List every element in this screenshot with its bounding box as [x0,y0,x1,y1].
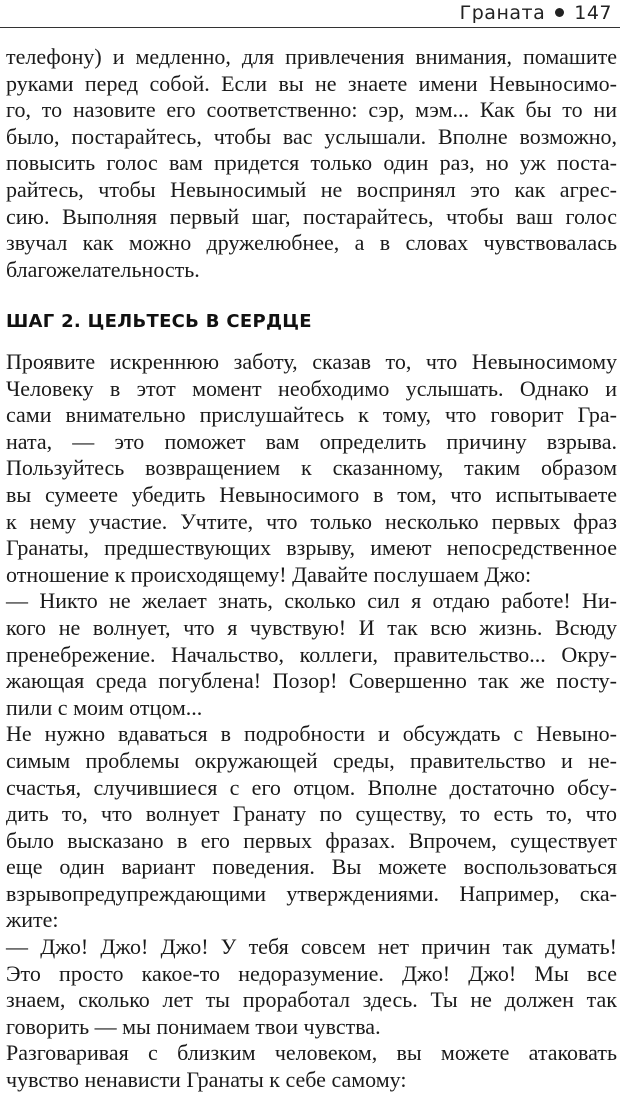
bullet-separator [555,8,564,17]
text-line: ната, — это поможет вам определить причину взрыва. [6,428,617,454]
text-line: телефону) и медленно, для привлечения внимания, помашите [6,44,617,69]
text-line: Человеку в этот момент необходимо услышать. Однако и [6,375,617,401]
text-line: го, то назовите его соответственно: сэр, мэм... Как бы то ни [6,97,617,123]
text-line: сию. Выполняя первый шаг, постарайтесь, чтобы ваш голос [6,203,617,229]
text-line: Это просто какое-то недоразумение. Джо! Джо! Мы все [6,960,617,986]
text-line: — Джо! Джо! Джо! У тебя совсем нет причин так думать! [6,934,617,960]
text-line: еще один вариант поведения. Вы можете воспользоваться [6,854,617,880]
text-line: благожелательность. [6,256,200,282]
text-line: Не нужно вдаваться в подробности и обсуждать с Невыно- [6,721,617,747]
text-line: звучал как можно дружелюбнее, а в словах чувствовалась [6,230,617,256]
text-line: райтесь, чтобы Невыносимый не воспринял это как агрес- [6,176,617,202]
running-header [460,2,612,24]
text-line: жающая среда погублена! Позор! Совершенно так же посту- [6,668,617,694]
text-line: знаем, сколько лет ты проработал здесь. Ты не должен так [6,987,617,1013]
text-line: сами внимательно прислушайтесь к тому, что говорит Гра- [6,402,617,428]
page-number: 147 [574,2,612,24]
section-heading: ШАГ 2. ЦЕЛЬТЕСЬ В СЕРДЦЕ [6,311,312,332]
paragraph-block-1 [6,44,617,283]
text-line: руками перед собой. Если вы не знаете имени Невыносимо- [6,70,617,96]
text-line: жите: [6,907,59,933]
text-line: пили с моим отцом... [6,694,203,720]
text-line: вы сумеете убедить Невыносимого в том, что испытываете [6,481,617,507]
text-line: говорить — мы понимаем твои чувства. [6,1013,381,1039]
text-line: Разговаривая с близким человеком, вы можете атаковать [6,1040,617,1066]
text-line: счастья, случившиеся с его отцом. Вполне достаточно обсу- [6,774,617,800]
header-rule [0,27,620,28]
text-line: дить то, что волнует Гранату по существу, то есть то, что [6,801,617,827]
text-line: пренебрежение. Начальство, коллеги, правительство... Окру- [6,641,617,667]
text-line: отношение к происходящему! Давайте послушаем Джо: [6,561,532,587]
text-line: было, постарайтесь, чтобы вас услышали. Вполне возможно, [6,123,617,149]
paragraph-block-2 [6,349,617,1094]
text-line: к нему участие. Учтите, что только несколько первых фраз [6,508,617,534]
text-line: Пользуйтесь возвращением к сказанному, таким образом [6,455,617,481]
running-title: Граната [459,2,546,24]
text-line: Гранаты, предшествующих взрыву, имеют непосредственное [6,535,617,561]
text-line: взрывопредупреждающими утверждениями. Например, ска- [6,880,617,906]
text-line: — Никто не желает знать, сколько сил я отдаю работе! Ни- [6,588,617,614]
text-line: чувство ненависти Гранаты к себе самому: [6,1067,407,1093]
text-line: кого не волнует, что я чувствую! И так всю жизнь. Всюду [6,614,617,640]
text-line: Проявите искреннюю заботу, сказав то, что Невыносимому [6,349,617,374]
text-line: было высказано в его первых фразах. Впрочем, существует [6,827,617,853]
text-line: повысить голос вам придется только один раз, но уж поста- [6,150,617,176]
text-line: симым проблемы окружающей среды, правительство и не- [6,747,617,773]
